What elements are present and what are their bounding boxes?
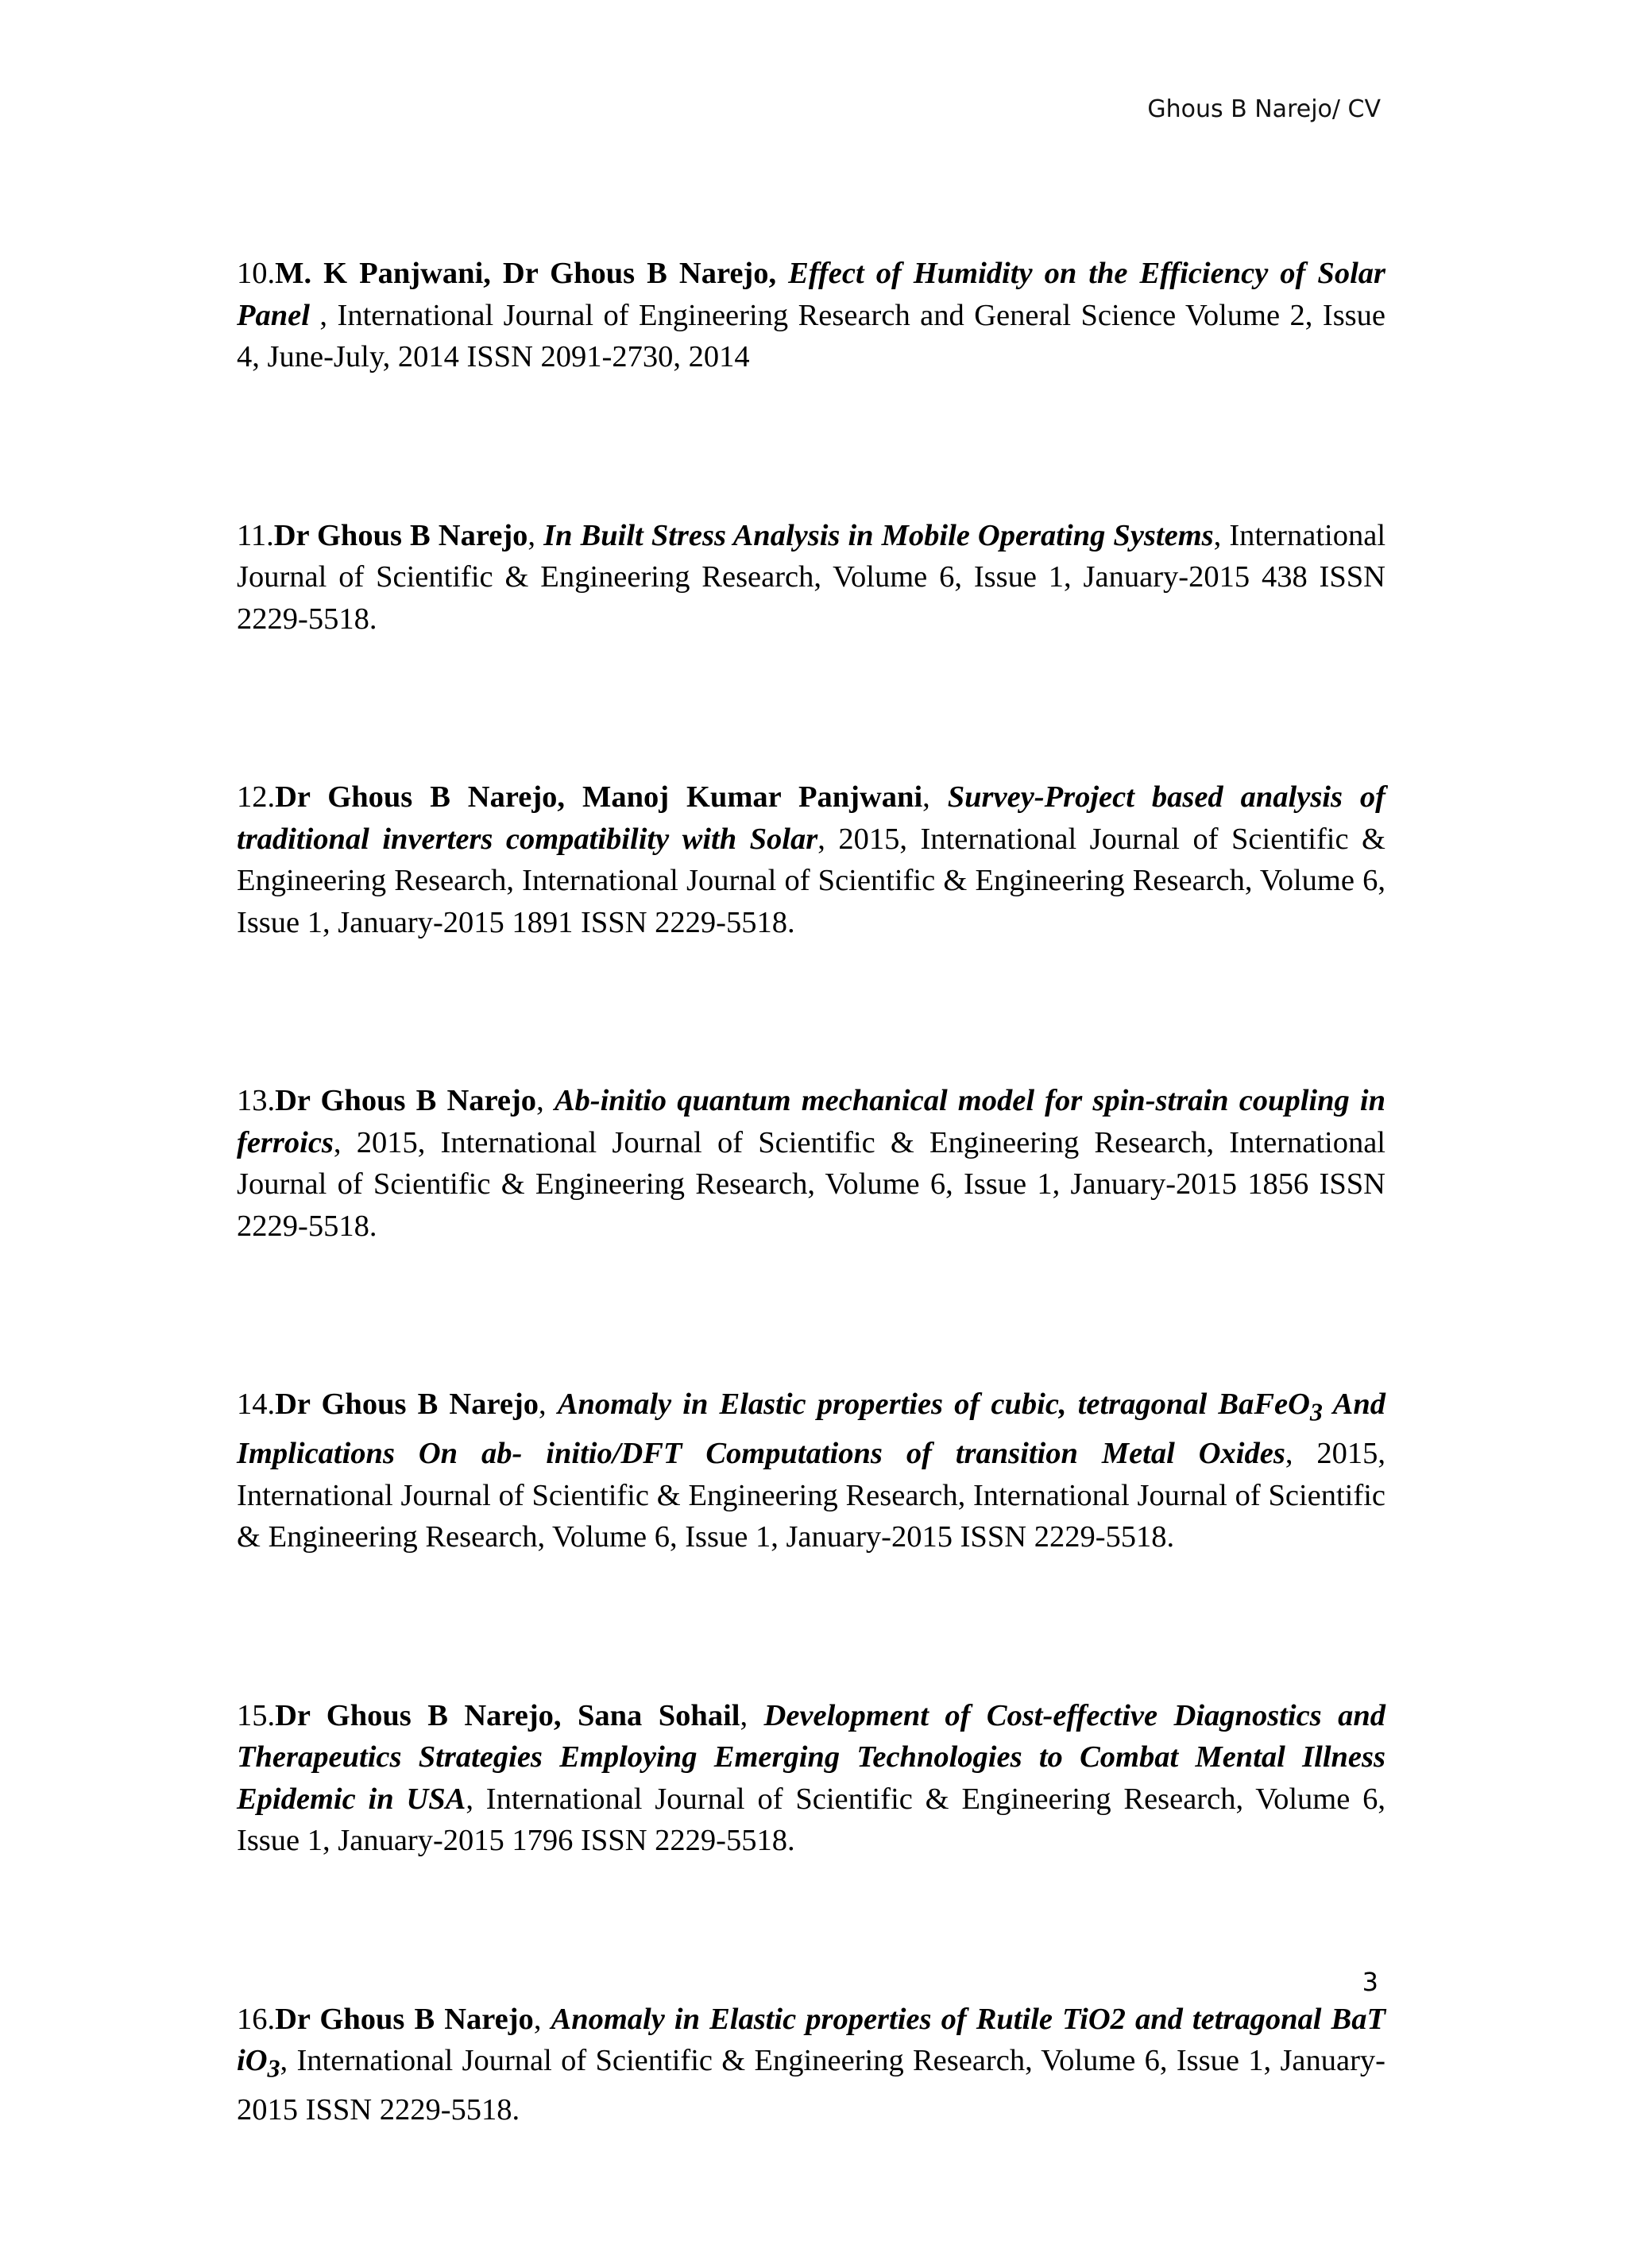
- entry-authors: Dr Ghous B Narejo, Manoj Kumar Panjwani: [275, 780, 923, 814]
- running-header: Ghous B Narejo/ CV: [1147, 95, 1381, 123]
- entry-title-main: Anomaly in Elastic properties of cubic, tetragonal BaFeO: [557, 1388, 1310, 1421]
- publication-entry-10: [237, 253, 1385, 378]
- entry-details: , International Journal of Scientific & Engineering Research, Volume 6, Issue 1, January-2015 438 ISSN 2229-5518.: [237, 518, 1386, 636]
- entry-separator: ,: [539, 1388, 558, 1421]
- entry-separator: ,: [922, 780, 948, 814]
- entry-authors: Dr Ghous B Narejo: [275, 2002, 534, 2036]
- entry-number: 11.: [237, 518, 274, 552]
- publication-entry-14: [237, 1384, 1385, 1558]
- entry-separator: ,: [536, 1084, 555, 1117]
- entry-title: In Built Stress Analysis in Mobile Operating Systems: [543, 518, 1214, 552]
- entry-authors: M. K Panjwani, Dr Ghous B Narejo,: [275, 257, 777, 290]
- entry-authors: Dr Ghous B Narejo, Sana Sohail: [275, 1698, 740, 1732]
- entry-details: , International Journal of Engineering Research and General Science Volume 2, Issue 4, June-July, 2014 ISSN 2091-2730, 2014: [237, 298, 1385, 373]
- publication-entry-12: [237, 776, 1385, 943]
- entry-title-subscript: 3: [1309, 1397, 1323, 1426]
- publication-entry-13: [237, 1080, 1385, 1247]
- entry-authors: Dr Ghous B Narejo: [275, 1084, 537, 1117]
- entry-number: 10.: [237, 257, 276, 290]
- entry-title: Ab-initio quantum mechanical model for spin-strain coupling in ferroics: [237, 1084, 1386, 1159]
- publication-entry-11: [237, 515, 1385, 641]
- entry-authors: Dr Ghous B Narejo: [275, 1388, 539, 1421]
- entry-title-subscript: 3: [267, 2053, 280, 2083]
- entry-number: 13.: [237, 1084, 276, 1117]
- entry-number: 16.: [237, 2002, 276, 2036]
- entry-separator: ,: [533, 2002, 551, 2036]
- entry-details: , International Journal of Scientific & Engineering Research, Volume 6, Issue 1, January-2015 1796 ISSN 2229-5518.: [237, 1782, 1386, 1858]
- entry-details: , 2015, International Journal of Scientific & Engineering Research, International Journal of Scientific & Engineering Research, Volume 6, Issue 1, January-2015 ISSN 2229-5518.: [237, 1437, 1385, 1554]
- entry-title-continued: And Implications On ab- initio/DFT Computations of transition Metal Oxides: [237, 1388, 1386, 1471]
- entry-details: , 2015, International Journal of Scientific & Engineering Research, International Journal of Scientific & Engineering Research, Volume 6, Issue 1, January-2015 1891 ISSN 2229-5518.: [237, 822, 1385, 939]
- entry-separator: ,: [740, 1698, 764, 1732]
- publication-entry-16: [237, 1999, 1385, 2131]
- publication-list: [237, 253, 1385, 2268]
- entry-details: , 2015, International Journal of Scientific & Engineering Research, International Journal of Scientific & Engineering Research, Volume 6, Issue 1, January-2015 1856 ISSN 2229-5518.: [237, 1125, 1385, 1243]
- entry-details: , International Journal of Scientific & Engineering Research, Volume 6, Issue 1, January-2015 ISSN 2229-5518.: [237, 2044, 1385, 2127]
- publication-entry-15: [237, 1695, 1385, 1862]
- entry-title: Survey-Project based analysis of traditional inverters compatibility with Solar: [237, 780, 1385, 856]
- entry-authors: Dr Ghous B Narejo: [273, 518, 528, 552]
- entry-title-main: Anomaly in Elastic properties of Rutile TiO2 and tetragonal BaT iO: [237, 2002, 1386, 2078]
- page-number: 3: [1362, 1967, 1378, 1997]
- entry-number: 12.: [237, 780, 276, 814]
- entry-title: Effect of Humidity on the Efficiency of Solar Panel: [237, 257, 1386, 332]
- entry-separator: [776, 257, 788, 290]
- entry-separator: ,: [528, 518, 544, 552]
- entry-number: 14.: [237, 1388, 276, 1421]
- entry-number: 15.: [237, 1698, 276, 1732]
- entry-title: Development of Cost-effective Diagnostics and Therapeutics Strategies Employing Emerging Technologies to Combat Mental Illness Epidemic in USA: [237, 1698, 1385, 1816]
